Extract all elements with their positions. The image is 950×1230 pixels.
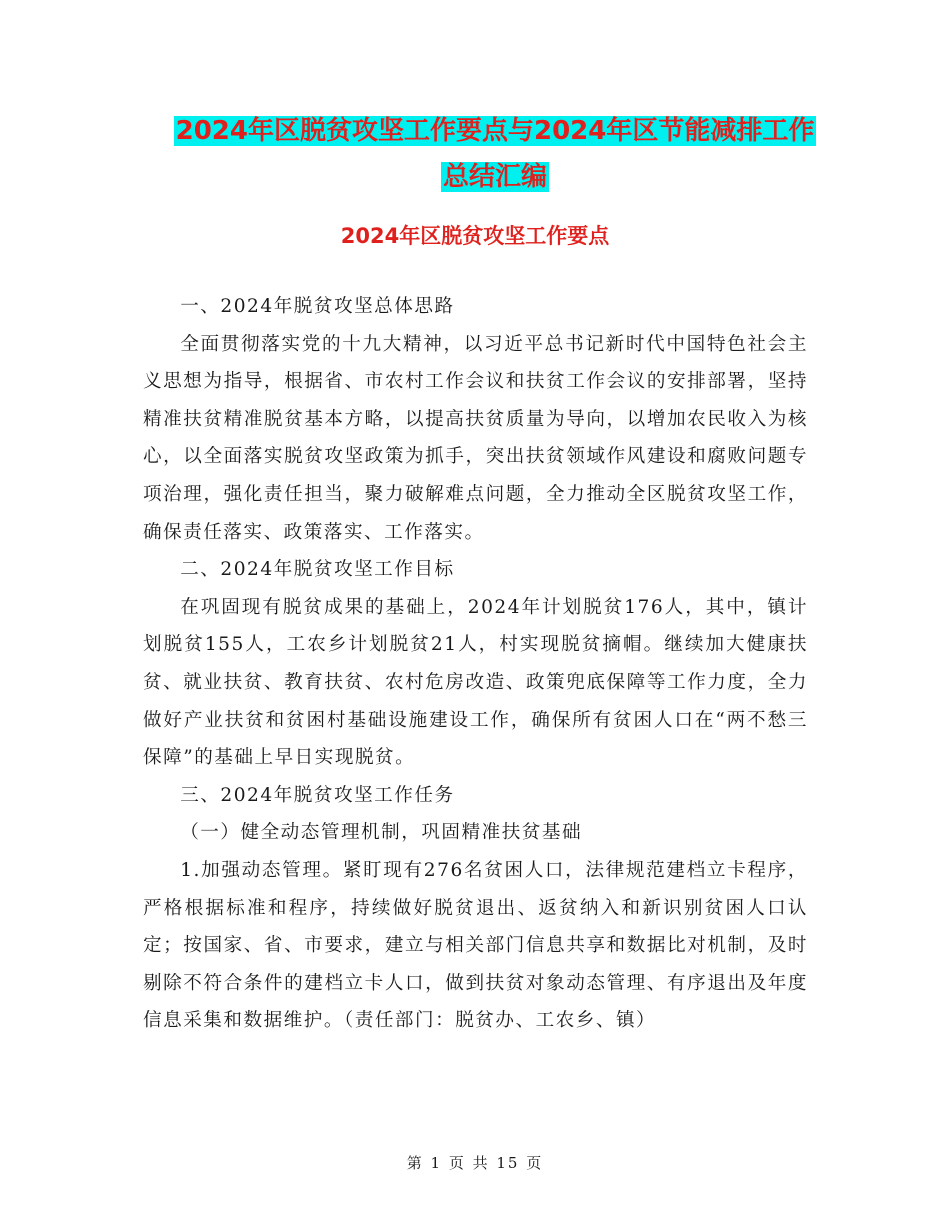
subheading-dynamic-management: （一）健全动态管理机制，巩固精准扶贫基础: [180, 822, 583, 844]
paragraph-goals: 在巩固现有脱贫成果的基础上，2024年计划脱贫176人，其中，镇计划脱贫155人，工农乡计划脱贫21人，村实现脱贫摘帽。继续加大健康扶贫、就业扶贫、教育扶贫、农村危房改造、政策兜底保障等工作力度，全力做好产业扶贫和贫困村基础设施建设工作，确保所有贫困人口在“两不愁三保障”的基础上早日实现脱贫。: [143, 596, 808, 769]
page-number: 第 1 页 共 15 页: [406, 1154, 544, 1172]
title-line-1: 2024年区脱贫攻坚工作要点与2024年区节能减排工作: [175, 116, 815, 146]
title-line-2: 总结汇编: [442, 162, 547, 192]
paragraph-approach: 全面贯彻落实党的十九大精神，以习近平总书记新时代中国特色社会主义思想为指导，根据省、市农村工作会议和扶贫工作会议的安排部署，坚持精准扶贫精准脱贫基本方略，以提高扶贫质量为导向，以增加农民收入为核心，以全面落实脱贫攻坚政策为抓手，突出扶贫领域作风建设和腐败问题专项治理，强化责任担当，聚力破解难点问题，全力推动全区脱贫攻坚工作，确保责任落实、政策落实、工作落实。: [143, 333, 808, 543]
heading-tasks: 三、2024年脱贫攻坚工作任务: [180, 784, 455, 806]
heading-overall-approach: 一、2024年脱贫攻坚总体思路: [180, 296, 455, 317]
paragraph-dynamic-management: 1.加强动态管理。紧盯现有276名贫困人口，法律规范建档立卡程序，严格根据标准和程序，持续做好脱贫退出、返贫纳入和新识别贫困人口认定；按国家、省、市要求，建立与相关部门信息共享和数据比对机制，及时剔除不符合条件的建档立卡人口，做到扶贫对象动态管理、有序退出及年度信息采集和数据维护。（责任部门：脱贫办、工农乡、镇）: [143, 859, 808, 1032]
section-title: 2024年区脱贫攻坚工作要点: [340, 224, 610, 248]
heading-goals: 二、2024年脱贫攻坚工作目标: [180, 559, 455, 581]
document-title: [140, 108, 850, 200]
document-body: [143, 288, 808, 1040]
